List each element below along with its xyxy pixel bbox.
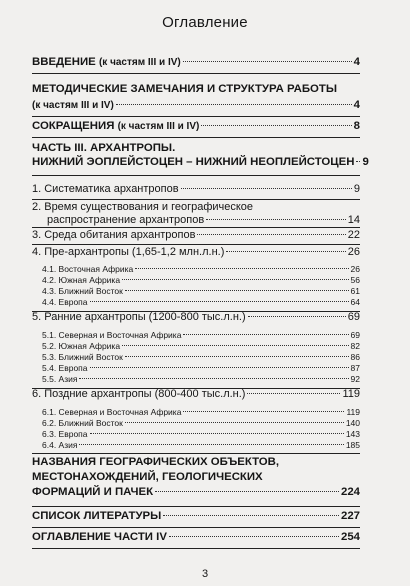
toc-label: 6.2. Ближний Восток [42,418,123,428]
toc-page: 9 [362,156,369,168]
toc-subsection-6-4[interactable] [42,440,360,450]
section-divider [32,116,360,117]
toc-subsection-5-5[interactable] [42,374,360,384]
toc-chapter-5[interactable] [32,311,360,323]
toc-page: 4 [353,56,360,68]
toc-label: 4. Пре-архантропы (1,65-1,2 млн.л.н.) [32,246,225,258]
toc-page: 143 [345,429,360,439]
toc-note: (к частям III и IV) [117,121,200,132]
toc-label: 6.3. Европа [42,429,88,439]
toc-subsection-6-2[interactable] [42,418,360,428]
toc-label-line2: МЕСТОНАХОЖДЕНИЙ, ГЕОЛОГИЧЕСКИХ [32,471,263,483]
toc-entry-contents-part4[interactable] [32,531,360,543]
leader-dots [90,433,344,434]
toc-page: 22 [347,229,360,241]
toc-label-line1: НАЗВАНИЯ ГЕОГРАФИЧЕСКИХ ОБЪЕКТОВ, [32,456,280,468]
toc-subsection-6-3[interactable] [42,429,360,439]
toc-note: (к частям III и IV) [98,57,181,68]
toc-label-line2: распространение архантропов [47,214,205,226]
leader-dots [116,104,352,105]
leader-dots [90,301,349,302]
toc-label-line1: 2. Время существования и географическое [32,201,254,213]
toc-page: 9 [353,183,360,195]
toc-page: 14 [347,214,360,226]
leader-dots [226,251,345,252]
toc-label-line1: ЧАСТЬ III. АРХАНТРОПЫ. [32,142,176,154]
toc-label: СПИСОК ЛИТЕРАТУРЫ [32,510,162,522]
toc-label-line1: МЕТОДИЧЕСКИЕ ЗАМЕЧАНИЯ И СТРУКТУРА РАБОТЫ [32,83,337,95]
leader-dots [79,444,343,445]
toc-page: 119 [346,407,360,417]
toc-label: 6.4. Азия [42,440,78,450]
toc-subsection-5-3[interactable] [42,352,360,362]
leader-dots [356,161,360,162]
toc-subsection-4-1[interactable] [42,264,360,274]
toc-label: ВВЕДЕНИЕ [32,56,96,68]
toc-label: 6. Поздние архантропы (800-400 тыс.л.н.) [32,388,246,400]
leader-dots [125,290,349,291]
section-divider [32,548,360,549]
toc-label: 4.4. Европа [42,297,88,307]
toc-chapter-4[interactable] [32,246,360,258]
toc-entry-part3[interactable] [32,140,369,168]
toc-page: 4 [353,99,360,111]
toc-chapter-3[interactable] [32,229,360,241]
leader-dots [125,422,344,423]
leader-dots [248,316,346,317]
leader-dots [135,268,348,269]
leader-dots [197,234,345,235]
leader-dots [122,279,348,280]
toc-page: 224 [340,486,360,498]
section-divider [32,527,360,528]
toc-label: 5.4. Европа [42,363,88,373]
toc-subsection-4-3[interactable] [42,286,360,296]
toc-label: 5.1. Северная и Восточная Африка [42,330,182,340]
toc-entry-intro[interactable] [32,56,360,68]
toc-page: 87 [350,363,360,373]
toc-page: 26 [347,246,360,258]
leader-dots [183,411,344,412]
toc-label: 4.1. Восточная Африка [42,264,134,274]
toc-entry-bibliography[interactable] [32,510,360,522]
toc-subsection-5-2[interactable] [42,341,360,351]
toc-page: 227 [340,510,360,522]
toc-entry-geographic-names[interactable] [32,455,360,500]
toc-page: 56 [350,275,360,285]
toc-page: 140 [345,418,360,428]
leader-dots [201,125,351,126]
toc-entry-methods[interactable] [32,81,360,111]
toc-label: ОГЛАВЛЕНИЕ ЧАСТИ IV [32,531,167,543]
leader-dots [206,219,346,220]
toc-label: 5.2. Южная Африка [42,341,121,351]
toc-label: СОКРАЩЕНИЯ [32,120,115,132]
toc-page: 69 [350,330,360,340]
section-divider [32,453,360,454]
toc-page: 254 [340,531,360,543]
toc-label: 4.3. Ближний Восток [42,286,123,296]
toc-entry-abbreviations[interactable] [32,120,360,132]
leader-dots [183,334,348,335]
toc-page: 64 [350,297,360,307]
toc-subsection-5-4[interactable] [42,363,360,373]
toc-label: 5.5. Азия [42,374,78,384]
toc-chapter-6[interactable] [32,388,360,400]
leader-dots [181,188,352,189]
toc-page: 92 [350,374,360,384]
leader-dots [122,345,348,346]
toc-page: 82 [350,341,360,351]
toc-label: 5. Ранние архантропы (1200-800 тыс.л.н.) [32,311,246,323]
toc-page: 185 [345,440,360,450]
leader-dots [169,536,339,537]
section-divider [32,73,360,74]
section-divider [32,175,360,176]
toc-subsection-6-1[interactable] [42,407,360,417]
toc-subsection-5-1[interactable] [42,330,360,340]
toc-chapter-2[interactable] [32,200,360,226]
section-divider [32,227,360,228]
section-divider [32,137,360,138]
leader-dots [155,491,339,492]
toc-subsection-4-2[interactable] [42,275,360,285]
leader-dots [163,515,339,516]
toc-note: (к частям III и IV) [32,100,114,111]
toc-page: 86 [350,352,360,362]
section-divider [32,506,360,507]
toc-label-line3: ФОРМАЦИЙ И ПАЧЕК [32,486,154,498]
toc-subsection-4-4[interactable] [42,297,360,307]
leader-dots [79,378,348,379]
toc-label: 4.2. Южная Африка [42,275,121,285]
leader-dots [125,356,349,357]
toc-label: 3. Среда обитания архантропов [32,229,196,241]
toc-label: 5.3. Ближний Восток [42,352,123,362]
leader-dots [90,367,349,368]
toc-label: 1. Систематика архантропов [32,183,179,195]
toc-label: 6.1. Северная и Восточная Африка [42,407,182,417]
leader-dots [247,393,340,394]
toc-page: 8 [353,120,360,132]
toc-page: 61 [350,286,360,296]
leader-dots [183,61,352,62]
toc-label-line2: НИЖНИЙ ЭОПЛЕЙСТОЦЕН – НИЖНИЙ НЕОПЛЕЙСТОЦЕН [32,156,355,168]
toc-page: 69 [347,311,360,323]
section-divider [32,244,360,245]
page-title: Оглавление [162,14,248,31]
page-number: 3 [201,568,209,580]
toc-page: 26 [350,264,360,274]
toc-page: 119 [342,388,360,400]
toc-chapter-1[interactable] [32,183,360,195]
